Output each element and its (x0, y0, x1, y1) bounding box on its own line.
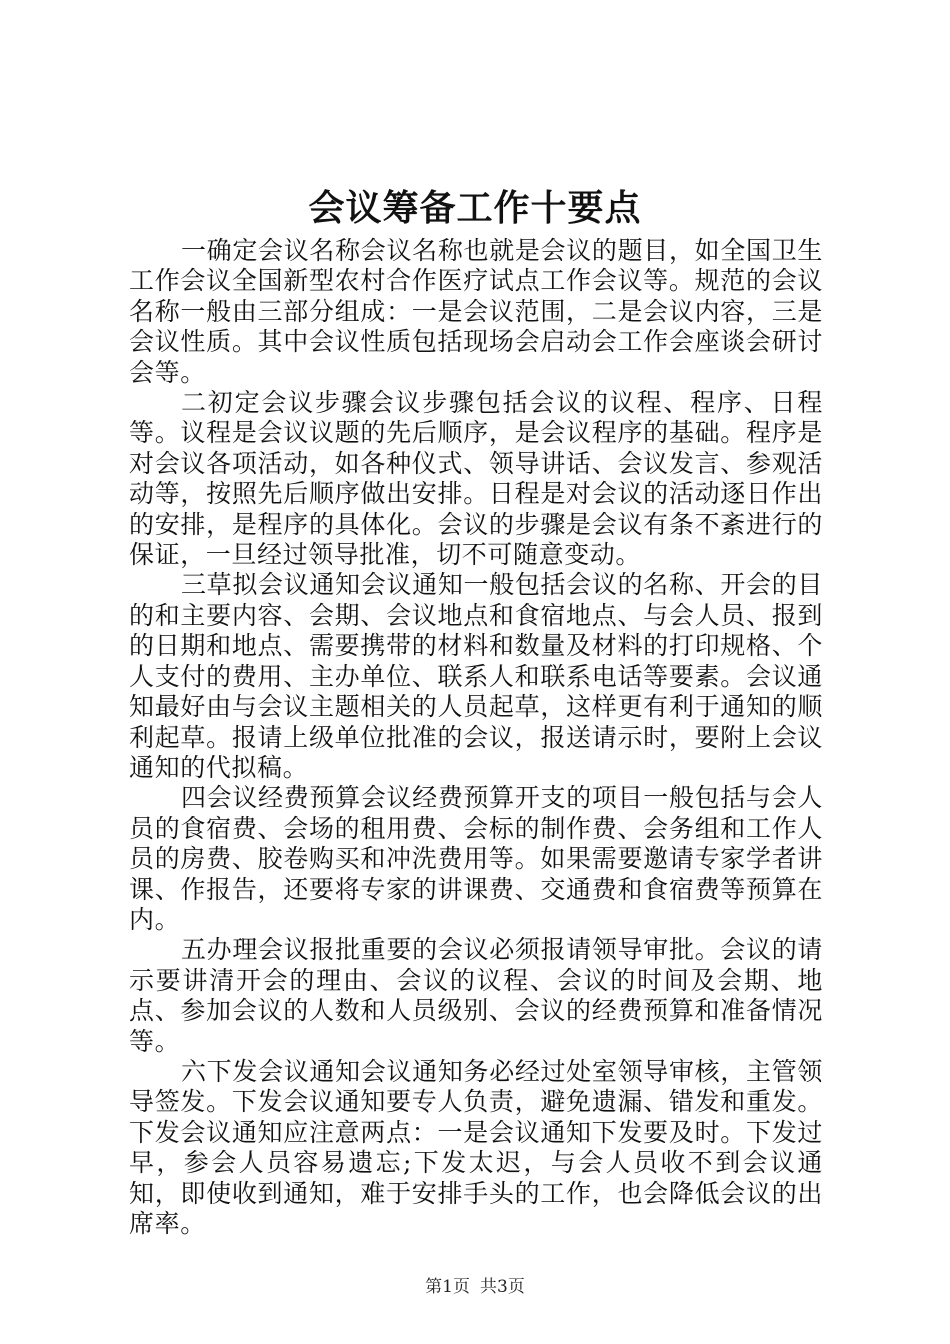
page-number: 第1页 (425, 1277, 470, 1297)
paragraph-6: 六下发会议通知会议通知务必经过处室领导审核，主管领导签发。下发会议通知要专人负责，避免遗漏、错发和重发。下发会议通知应注意两点：一是会议通知下发要及时。下发过早，参会人员容易遗忘;下发太迟，与会人员收不到会议通知，即使收到通知，难于安排手头的工作，也会降低会议的出席率。 (129, 1056, 823, 1238)
paragraph-3: 三草拟会议通知会议通知一般包括会议的名称、开会的目的和主要内容、会期、会议地点和食宿地点、与会人员、报到的日期和地点、需要携带的材料和数量及材料的打印规格、个人支付的费用、主办单位、联系人和联系电话等要素。会议通知最好由与会议主题相关的人员起草，这样更有利于通知的顺利起草。报请上级单位批准的会议，报送请示时，要附上会议通知的代拟稿。 (129, 570, 823, 782)
paragraph-4: 四会议经费预算会议经费预算开支的项目一般包括与会人员的食宿费、会场的租用费、会标的制作费、会务组和工作人员的房费、胶卷购买和冲洗费用等。如果需要邀请专家学者讲课、作报告，还要将专家的讲课费、交通费和食宿费等预算在内。 (129, 783, 823, 934)
paragraph-5: 五办理会议报批重要的会议必须报请领导审批。会议的请示要讲清开会的理由、会议的议程、会议的时间及会期、地点、参加会议的人数和人员级别、会议的经费预算和准备情况等。 (129, 935, 823, 1056)
paragraph-1: 一确定会议名称会议名称也就是会议的题目，如全国卫生工作会议全国新型农村合作医疗试点工作会议等。规范的会议名称一般由三部分组成：一是会议范围，二是会议内容，三是会议性质。其中会议性质包括现场会启动会工作会座谈会研讨会等。 (129, 236, 823, 387)
page-footer (0, 1272, 950, 1297)
document-body (129, 236, 823, 1239)
paragraph-2: 二初定会议步骤会议步骤包括会议的议程、程序、日程等。议程是会议议题的先后顺序，是会议程序的基础。程序是对会议各项活动，如各种仪式、领导讲话、会议发言、参观活动等，按照先后顺序做出安排。日程是对会议的活动逐日作出的安排，是程序的具体化。会议的步骤是会议有条不紊进行的保证，一旦经过领导批准，切不可随意变动。 (129, 388, 823, 570)
document-title: 会议筹备工作十要点 (308, 187, 642, 229)
page-total: 共3页 (480, 1277, 525, 1297)
